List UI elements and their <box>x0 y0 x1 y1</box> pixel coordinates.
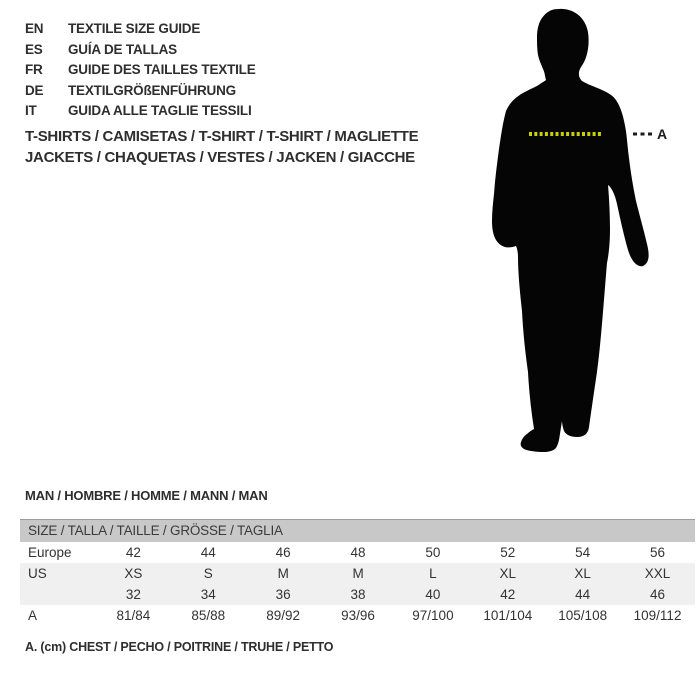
size-cell: 48 <box>350 545 366 560</box>
size-cell: 44 <box>200 545 216 560</box>
size-cell: 56 <box>650 545 666 560</box>
man-silhouette <box>492 9 649 452</box>
language-code: FR <box>25 62 43 77</box>
size-cell: L <box>429 566 437 581</box>
category-tshirts: T-SHIRTS / CAMISETAS / T-SHIRT / T-SHIRT / MAGLIETTE <box>25 128 419 145</box>
size-cell: 85/88 <box>191 608 226 623</box>
size-cell: XL <box>499 566 517 581</box>
size-cell: 50 <box>425 545 441 560</box>
size-cell: 46 <box>275 545 291 560</box>
language-row <box>25 40 256 61</box>
language-title: GUIDA ALLE TAGLIE TESSILI <box>68 103 252 118</box>
language-row <box>25 81 256 102</box>
language-title: TEXTILGRÖßENFÜHRUNG <box>68 82 236 98</box>
row-label <box>20 584 96 605</box>
language-title: GUIDE DES TAILLES TEXTILE <box>68 62 256 77</box>
measure-label-a: A <box>657 126 668 142</box>
category-jackets: JACKETS / CHAQUETAS / VESTES / JACKEN / GIACCHE <box>25 149 415 166</box>
size-table <box>20 519 695 626</box>
size-cell: S <box>203 566 213 581</box>
language-row <box>25 101 256 122</box>
size-cell: 34 <box>200 587 216 602</box>
size-cell: 109/112 <box>633 608 682 623</box>
size-cell: 32 <box>125 587 141 602</box>
size-cell: 89/92 <box>266 608 301 623</box>
size-cell: 54 <box>575 545 591 560</box>
language-code: DE <box>25 82 44 98</box>
row-label: Europe <box>28 545 72 560</box>
row-label: US <box>28 566 47 581</box>
size-cell: 101/104 <box>483 608 533 623</box>
size-cell: 105/108 <box>558 608 608 623</box>
language-list <box>25 19 256 122</box>
table-row-chest <box>20 605 695 626</box>
size-cell: 42 <box>500 587 516 602</box>
size-cell: 46 <box>650 587 666 602</box>
size-cell: 44 <box>575 587 591 602</box>
size-cell: M <box>352 566 364 581</box>
category-lines <box>25 126 418 168</box>
table-row-us-numeric <box>20 584 695 605</box>
language-row <box>25 60 256 81</box>
language-row <box>25 19 256 40</box>
size-cell: 93/96 <box>341 608 375 623</box>
size-cell: M <box>277 566 289 581</box>
size-cell: XS <box>124 566 143 581</box>
language-code: ES <box>25 41 43 57</box>
man-silhouette-figure <box>485 5 670 460</box>
language-code: IT <box>25 103 37 118</box>
table-row-europe <box>20 542 695 563</box>
measure-footnote: A. (cm) CHEST / PECHO / POITRINE / TRUHE / PETTO <box>25 640 334 654</box>
size-cell: 42 <box>125 545 141 560</box>
size-cell: XXL <box>644 566 671 581</box>
size-cell: 97/100 <box>412 608 454 623</box>
size-cell: 40 <box>425 587 441 602</box>
size-cell: 36 <box>275 587 291 602</box>
section-title-man: MAN / HOMBRE / HOMME / MANN / MAN <box>25 488 268 503</box>
size-cell: 52 <box>500 545 516 560</box>
row-label: A <box>28 608 38 623</box>
language-title: TEXTILE SIZE GUIDE <box>68 21 201 36</box>
size-cell: XL <box>574 566 591 581</box>
table-row-us <box>20 563 695 584</box>
size-table-header: SIZE / TALLA / TAILLE / GRÖSSE / TAGLIA <box>20 519 695 542</box>
language-code: EN <box>25 21 44 36</box>
size-cell: 81/84 <box>116 608 151 623</box>
language-title: GUÍA DE TALLAS <box>68 41 177 57</box>
size-cell: 38 <box>350 587 366 602</box>
